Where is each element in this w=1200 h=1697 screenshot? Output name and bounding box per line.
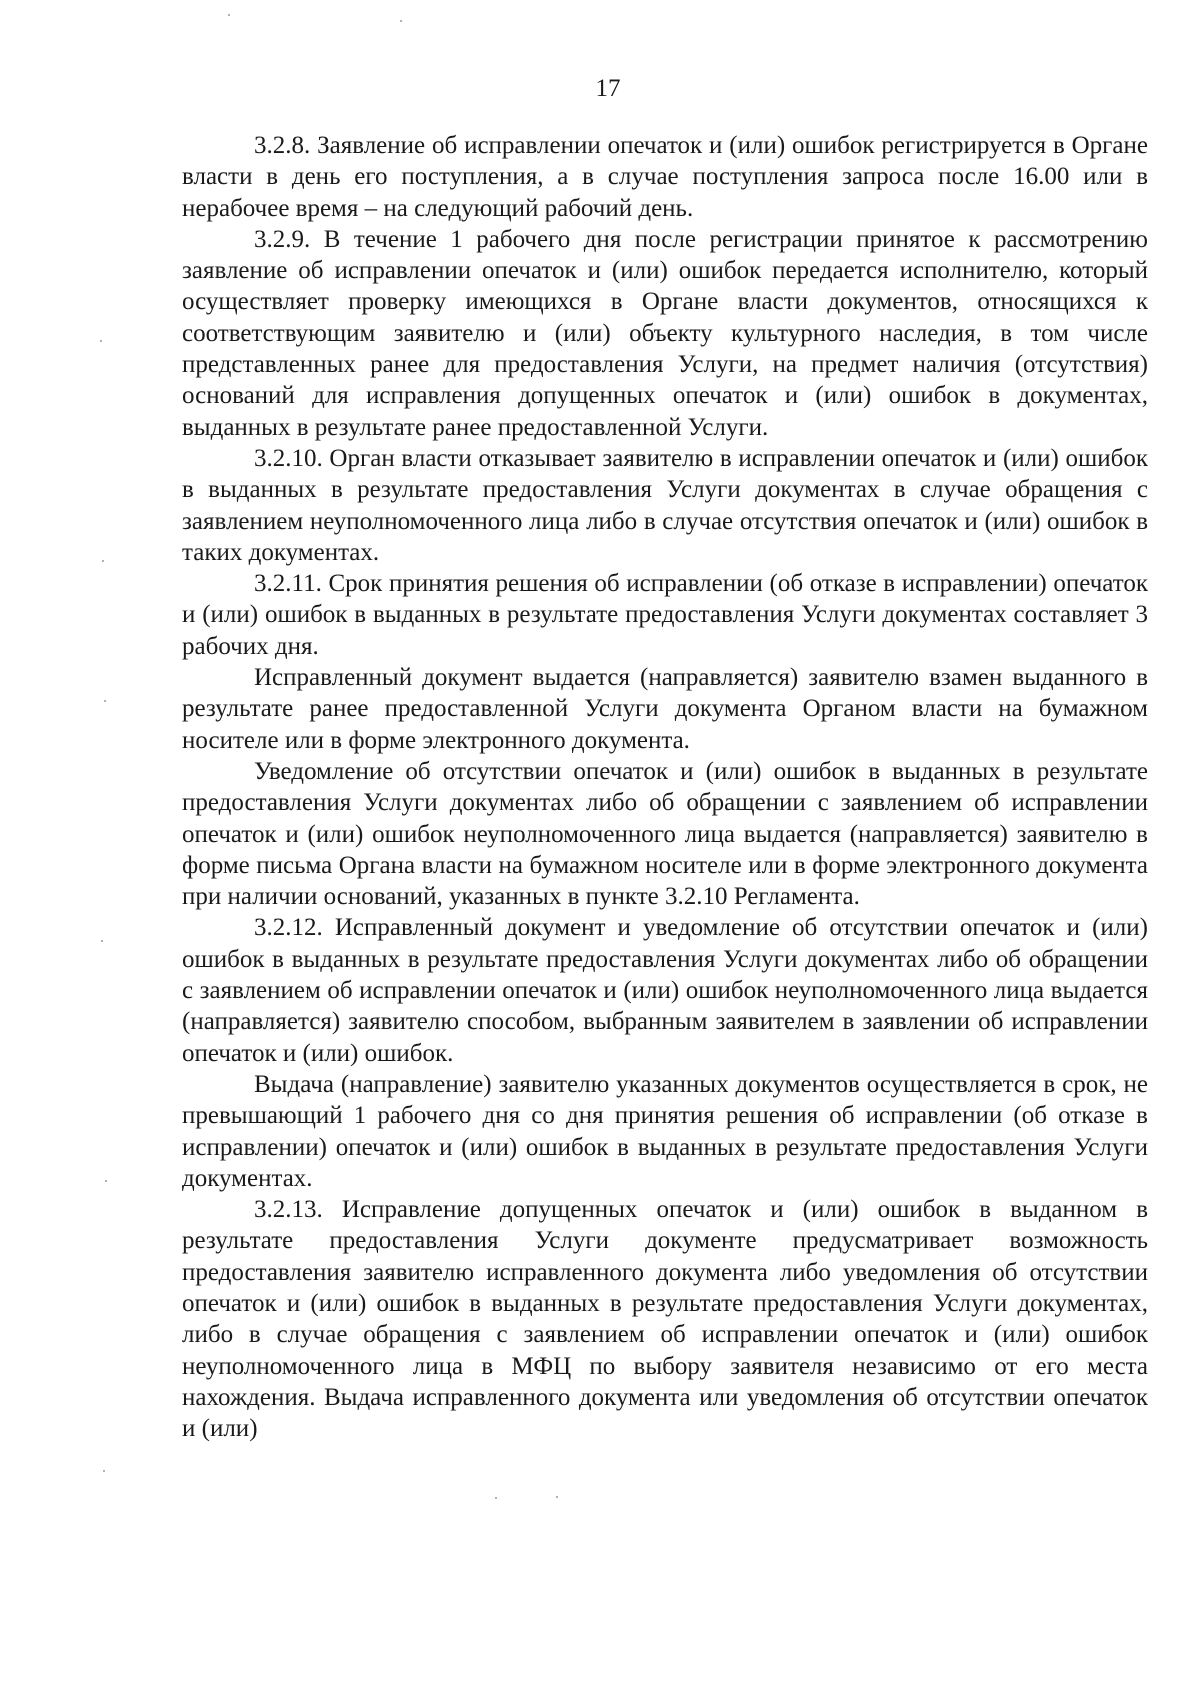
paragraph-issuance: Выдача (направление) заявителю указанных документов осуществляется в срок, не превышающий 1 рабочего дня со дня принятия решения об исправлении (об отказе в исправлении) опечаток и (или) ошибок в выданных в результате предоставления Услуги документах. [182, 1070, 1148, 1192]
document-body [182, 130, 1148, 1444]
paragraph-3-2-13: 3.2.13. Исправление допущенных опечаток и (или) ошибок в выданном в результате предоставления Услуги документе предусматривает возможность предоставления заявителю исправленного документа либо уведомления об отсутствии опечаток и (или) ошибок в выданных в результате предоставления Услуги документах, либо в случае обращения с заявлением об исправлении опечаток и (или) ошибок неуполномоченного лица в МФЦ по выбору заявителя независимо от его места нахождения. Выдача исправленного документа или уведомления об отсутствии опечаток и (или) [182, 1196, 1148, 1443]
paragraph-notification: Уведомление об отсутствии опечаток и (или) ошибок в выданных в результате предоставления Услуги документах либо об обращении с заявлением об исправлении опечаток и (или) ошибок неуполномоченного лица выдается (направляется) заявителю в форме письма Органа власти на бумажном носителе или в форме электронного документа при наличии оснований, указанных в пункте 3.2.10 Регламента. [182, 757, 1148, 911]
page-number: 17 [595, 75, 621, 102]
paragraph-3-2-12: 3.2.12. Исправленный документ и уведомление об отсутствии опечаток и (или) ошибок в выданных в результате предоставления Услуги документах либо об обращении с заявлением об исправлении опечаток и (или) ошибок неуполномоченного лица выдается (направляется) заявителю способом, выбранным заявителем в заявлении об исправлении опечаток и (или) ошибок. [182, 914, 1148, 1067]
paragraph-3-2-10: 3.2.10. Орган власти отказывает заявителю в исправлении опечаток и (или) ошибок в выданных в результате предоставления Услуги документах в случае обращения с заявлением неуполномоченного лица либо в случае отсутствия опечаток и (или) ошибок в таких документах. [182, 444, 1148, 566]
paragraph-3-2-11: 3.2.11. Срок принятия решения об исправлении (об отказе в исправлении) опечаток и (или) ошибок в выданных в результате предоставления Услуги документах составляет 3 рабочих дня. [182, 570, 1148, 660]
paragraph-corrected-document: Исправленный документ выдается (направляется) заявителю взамен выданного в результате ранее предоставленной Услуги документа Органом власти на бумажном носителе или в форме электронного документа. [182, 664, 1148, 754]
paragraph-3-2-9: 3.2.9. В течение 1 рабочего дня после регистрации принятое к рассмотрению заявление об исправлении опечаток и (или) ошибок передается исполнителю, который осуществляет проверку имеющихся в Органе власти документов, относящихся к соответствующим заявителю и (или) объекту культурного наследия, в том числе представленных ранее для предоставления Услуги, на предмет наличия (отсутствия) оснований для исправления допущенных опечаток и (или) ошибок в документах, выданных в результате ранее предоставленной Услуги. [182, 225, 1148, 441]
paragraph-3-2-8: 3.2.8. Заявление об исправлении опечаток и (или) ошибок регистрируется в Органе власти в день его поступления, а в случае поступления запроса после 16.00 или в нерабочее время – на следующий рабочий день. [182, 132, 1148, 222]
